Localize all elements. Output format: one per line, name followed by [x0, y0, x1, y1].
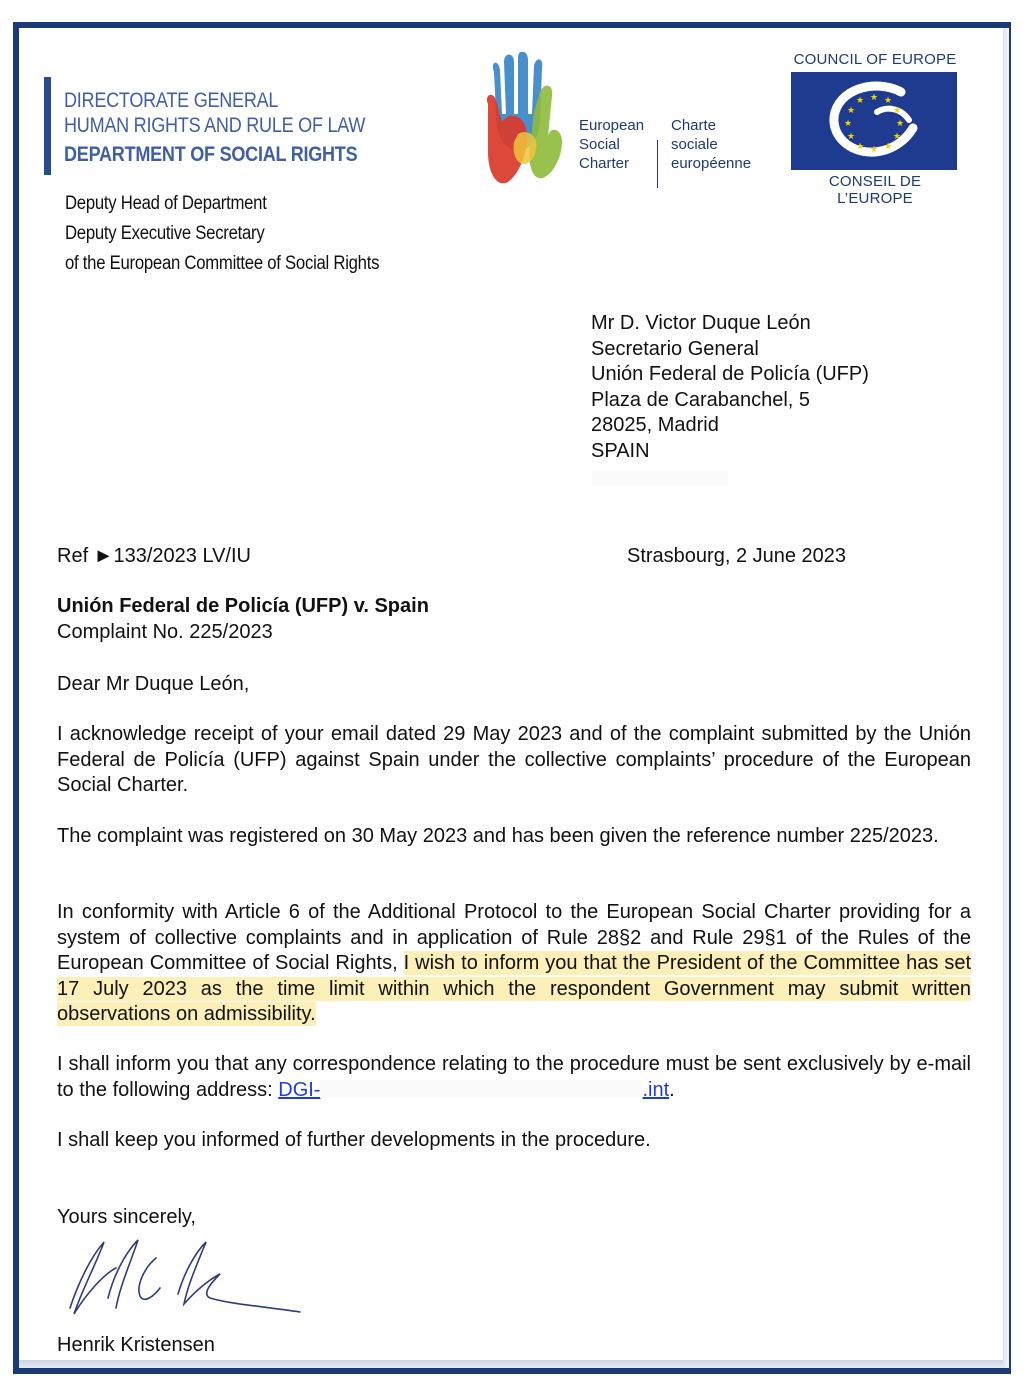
correspondence-end: .: [669, 1078, 675, 1101]
recipient-title: Secretario General: [591, 337, 759, 360]
deputy-title-block: [65, 189, 379, 279]
svg-text:★: ★: [869, 93, 879, 103]
svg-text:★: ★: [895, 119, 905, 129]
closing: Yours sincerely,: [57, 1206, 196, 1228]
case-title: Unión Federal de Policía (UFP) v. Spain: [57, 595, 429, 617]
paragraph-correspondence: [57, 1052, 971, 1103]
esc-en-line-1: European: [579, 117, 645, 134]
deputy-line-2: Deputy Executive Secretary: [65, 223, 265, 244]
recipient-organisation: Unión Federal de Policía (UFP): [591, 363, 869, 385]
svg-text:★: ★: [846, 106, 856, 116]
european-social-charter-logo: [482, 52, 566, 188]
esc-fr-line-2: sociale: [671, 136, 718, 153]
svg-text:★: ★: [855, 142, 865, 152]
deputy-line-3: of the European Committee of Social Rights: [65, 253, 380, 274]
recipient-city: 28025, Madrid: [591, 414, 719, 436]
directorate-heading: [64, 88, 365, 167]
recipient-address: [591, 311, 869, 486]
esc-en-line-2: Social: [579, 136, 620, 153]
greeting: Dear Mr Duque León,: [57, 673, 250, 695]
council-of-europe-flag-icon: [791, 72, 957, 170]
svg-text:★: ★: [843, 119, 853, 129]
department-name: DEPARTMENT OF SOCIAL RIGHTS: [64, 143, 358, 166]
recipient-street: Plaza de Carabanchel, 5: [591, 388, 811, 411]
esc-french-name: [671, 116, 751, 173]
paragraph-acknowledgement: I acknowledge receipt of your email dated 29 May 2023 and of the complaint submitted by the Unión Federal de Policía (UFP) against Spain under the collective complaints’ procedure of the European Social Charter.: [57, 723, 971, 796]
esc-fr-line-1: Charte: [671, 117, 717, 134]
esc-divider: [657, 140, 658, 188]
page-shadow-right: [1003, 28, 1009, 1368]
time-limit-intro: In conformity with Article 6 of the Additional Protocol to the European Social Charter providing for a system of collective complaints and in application of Rule 28§2 and Rule 29§1 of the Rules of the European Committee of Social Rights,: [57, 901, 971, 974]
complaint-number: Complaint No. 225/2023: [57, 620, 273, 643]
svg-text:★: ★: [846, 132, 856, 142]
email-link-start[interactable]: DGI-: [278, 1078, 321, 1101]
svg-text:★: ★: [883, 142, 893, 152]
directorate-bar: [44, 77, 51, 175]
esc-english-name: [579, 116, 644, 173]
paragraph-registration: The complaint was registered on 30 May 2023 and has been given the reference number 225/2023.: [57, 825, 939, 847]
email-link-end[interactable]: .int: [642, 1078, 670, 1101]
place-date: Strasbourg, 2 June 2023: [627, 545, 847, 567]
svg-text:★: ★: [883, 96, 893, 106]
esc-fr-line-3: européenne: [671, 155, 752, 172]
coe-logo-bottom-text: CONSEIL DE L’EUROPE: [828, 173, 922, 207]
svg-text:★: ★: [855, 96, 865, 106]
highlighted-time-limit: I wish to inform you that the President of the Committee has set 17 July 2023 as the time limit within which the respondent Government may submit written observations on admissibility.: [57, 952, 971, 1025]
reference: Ref ►133/2023 LV/IU: [57, 545, 251, 567]
esc-en-line-3: Charter: [579, 155, 630, 172]
correspondence-text: I shall inform you that any correspondence relating to the procedure must be sent exclusively by e-mail to the following address:: [57, 1053, 971, 1101]
signer-name: Henrik Kristensen: [57, 1334, 215, 1356]
subject-block: [57, 594, 429, 645]
directorate-line-2: HUMAN RIGHTS AND RULE OF LAW: [64, 114, 366, 137]
page-shadow-bottom: [19, 1360, 1005, 1368]
paragraph-time-limit: [57, 900, 971, 1028]
svg-text:★: ★: [892, 132, 902, 142]
svg-text:★: ★: [869, 145, 879, 155]
redacted-email: [320, 1080, 642, 1098]
coe-logo-top-text: COUNCIL OF EUROPE: [793, 51, 957, 68]
paragraph-developments: I shall keep you informed of further developments in the procedure.: [57, 1129, 651, 1151]
recipient-name: Mr D. Victor Duque León: [591, 312, 811, 334]
recipient-country: SPAIN: [591, 439, 650, 462]
redacted-line: [591, 470, 729, 486]
svg-text:★: ★: [892, 106, 902, 116]
deputy-line-1: Deputy Head of Department: [65, 193, 267, 214]
directorate-line-1: DIRECTORATE GENERAL: [64, 89, 279, 112]
handwritten-signature: [60, 1234, 306, 1320]
